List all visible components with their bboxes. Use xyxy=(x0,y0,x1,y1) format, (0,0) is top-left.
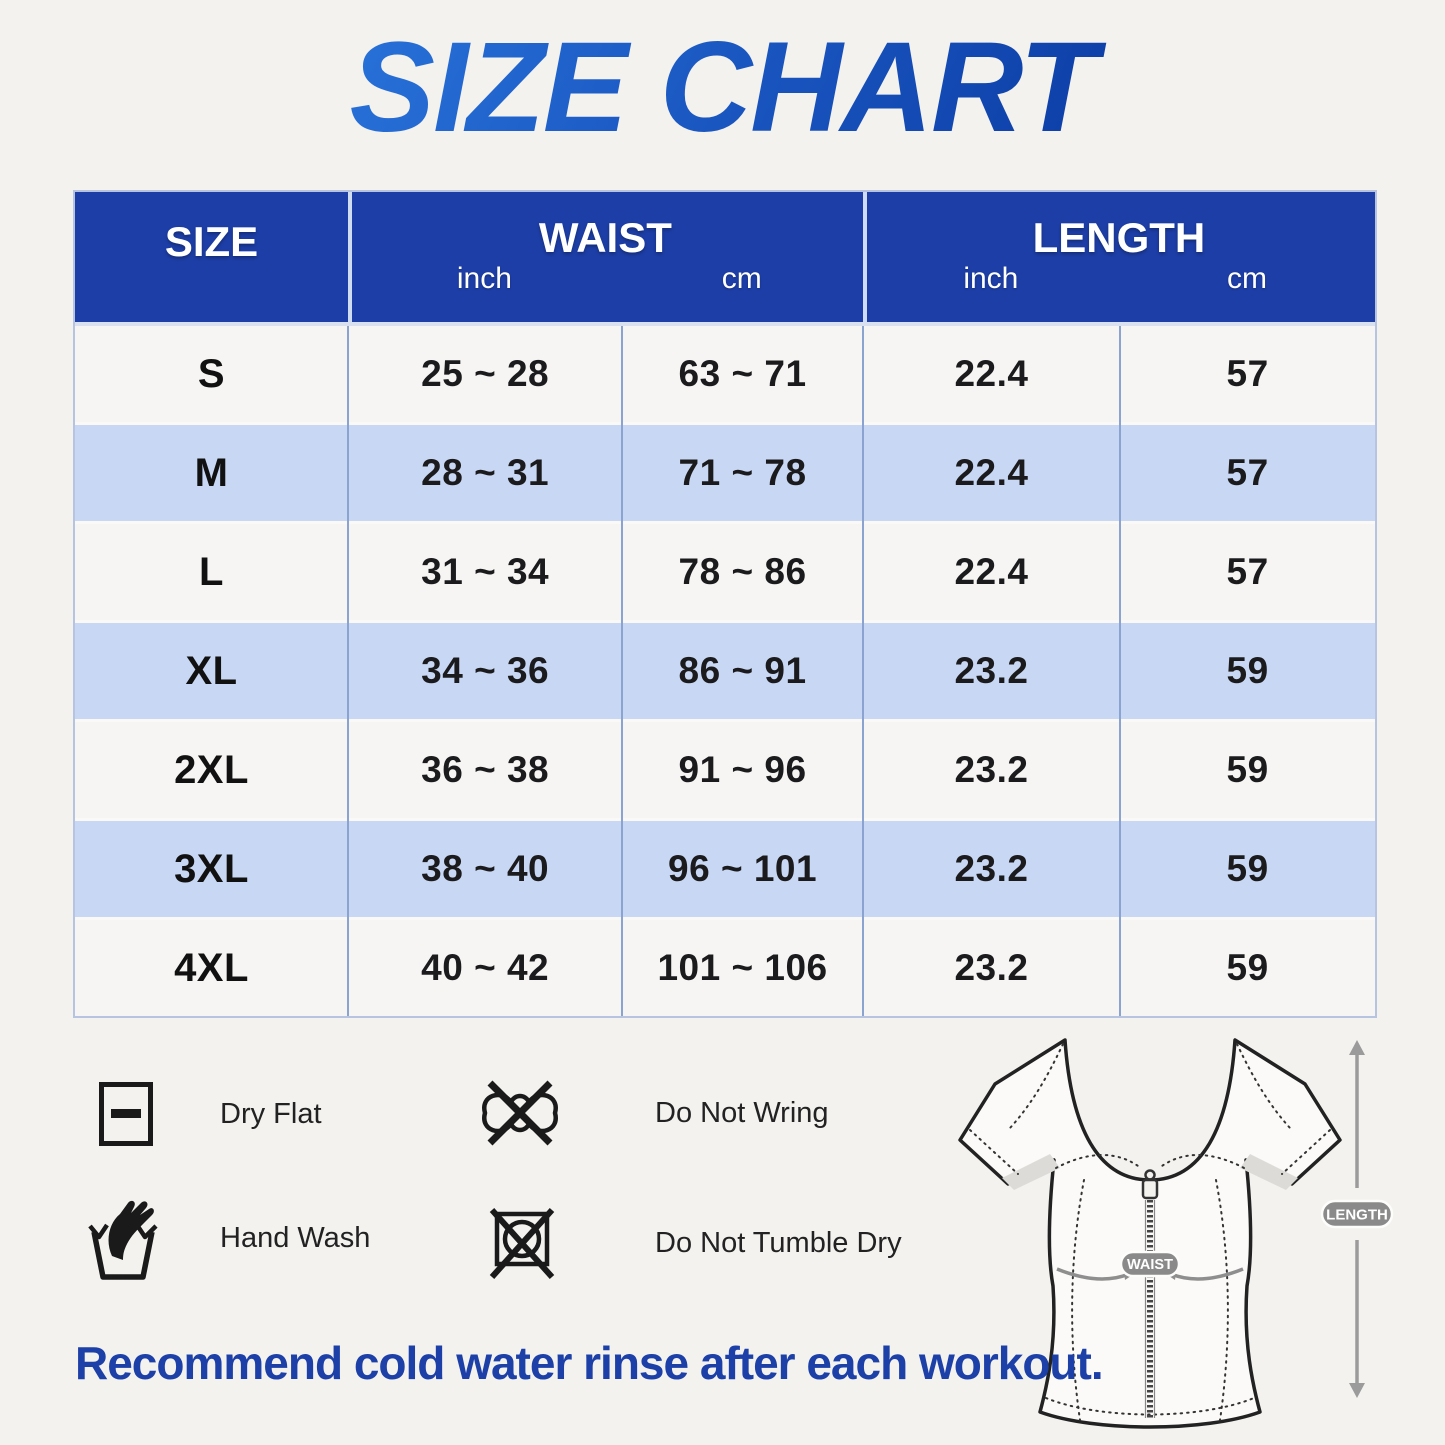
cell-size: S xyxy=(197,351,226,396)
table-header xyxy=(75,192,1375,322)
cell-size: L xyxy=(199,549,224,594)
cell-size: 2XL xyxy=(174,747,249,792)
cell-waist-inch: 40 ~ 42 xyxy=(421,947,550,988)
care-item-do-not-tumble-dry xyxy=(487,1204,902,1282)
cell-length-cm: 59 xyxy=(1226,848,1269,889)
table-row xyxy=(75,422,1375,521)
cell-waist-cm: 86 ~ 91 xyxy=(678,650,807,691)
cell-waist-inch: 31 ~ 34 xyxy=(421,551,550,592)
header-length: LENGTH xyxy=(1032,214,1206,261)
column-divider xyxy=(1119,326,1121,1016)
cell-length-inch: 22.4 xyxy=(954,452,1029,493)
table-body xyxy=(75,326,1375,1016)
cell-waist-cm: 63 ~ 71 xyxy=(678,353,807,394)
care-item-hand-wash xyxy=(88,1194,370,1282)
cell-waist-cm: 78 ~ 86 xyxy=(678,551,807,592)
waist-badge-label: WAIST xyxy=(1127,1257,1173,1273)
hand-wash-icon xyxy=(88,1194,158,1282)
table-row xyxy=(75,917,1375,1016)
header-waist: WAIST xyxy=(538,214,672,261)
header-divider xyxy=(863,192,867,322)
cell-waist-cm: 101 ~ 106 xyxy=(657,947,828,988)
header-length-cm: cm xyxy=(1226,262,1267,295)
column-divider xyxy=(347,326,349,1016)
column-divider xyxy=(621,326,623,1016)
care-label: Dry Flat xyxy=(220,1097,322,1130)
header-size: SIZE xyxy=(164,218,259,265)
cell-length-cm: 59 xyxy=(1226,650,1269,691)
do-not-tumble-dry-icon xyxy=(487,1204,557,1282)
header-length-inch: inch xyxy=(963,262,1019,295)
care-item-do-not-wring xyxy=(477,1076,829,1150)
footer-note: Recommend cold water rinse after each workout. xyxy=(75,1337,1103,1389)
cell-waist-cm: 96 ~ 101 xyxy=(668,848,818,889)
cell-size: M xyxy=(194,450,229,495)
cell-length-cm: 59 xyxy=(1226,749,1269,790)
cell-waist-inch: 28 ~ 31 xyxy=(421,452,550,493)
cell-length-inch: 23.2 xyxy=(954,650,1029,691)
cell-length-cm: 57 xyxy=(1226,551,1269,592)
care-item-dry-flat xyxy=(98,1081,322,1147)
dry-flat-icon xyxy=(98,1081,154,1147)
cell-waist-cm: 91 ~ 96 xyxy=(678,749,807,790)
cell-waist-inch: 25 ~ 28 xyxy=(421,353,550,394)
cell-length-inch: 23.2 xyxy=(954,848,1029,889)
cell-waist-cm: 71 ~ 78 xyxy=(678,452,807,493)
table-row xyxy=(75,326,1375,422)
table-row xyxy=(75,719,1375,818)
page-title: SIZE CHART xyxy=(0,18,1445,158)
table-row xyxy=(75,818,1375,917)
cell-length-inch: 22.4 xyxy=(954,353,1029,394)
length-badge-label: LENGTH xyxy=(1326,1206,1388,1224)
column-divider xyxy=(862,326,864,1016)
header-length-group xyxy=(863,192,1375,322)
cell-length-cm: 57 xyxy=(1226,353,1269,394)
size-table xyxy=(73,190,1377,1018)
cell-length-cm: 57 xyxy=(1226,452,1269,493)
do-not-wring-icon xyxy=(477,1076,563,1150)
table-row xyxy=(75,620,1375,719)
header-divider xyxy=(348,192,352,322)
cell-length-inch: 23.2 xyxy=(954,749,1029,790)
cell-length-inch: 23.2 xyxy=(954,947,1029,988)
cell-size: XL xyxy=(185,648,238,693)
care-label: Hand Wash xyxy=(220,1221,371,1254)
cell-length-inch: 22.4 xyxy=(954,551,1029,592)
header-waist-cm: cm xyxy=(721,262,762,295)
header-waist-group xyxy=(348,192,863,322)
care-label: Do Not Tumble Dry xyxy=(655,1226,902,1259)
header-waist-inch: inch xyxy=(456,262,512,295)
cell-length-cm: 59 xyxy=(1226,947,1269,988)
cell-size: 3XL xyxy=(174,846,249,891)
cell-waist-inch: 36 ~ 38 xyxy=(421,749,550,790)
care-label: Do Not Wring xyxy=(655,1096,829,1129)
table-row xyxy=(75,521,1375,620)
cell-size: 4XL xyxy=(174,945,249,990)
cell-waist-inch: 38 ~ 40 xyxy=(421,848,550,889)
length-measure xyxy=(1322,1040,1392,1398)
cell-waist-inch: 34 ~ 36 xyxy=(421,650,550,691)
